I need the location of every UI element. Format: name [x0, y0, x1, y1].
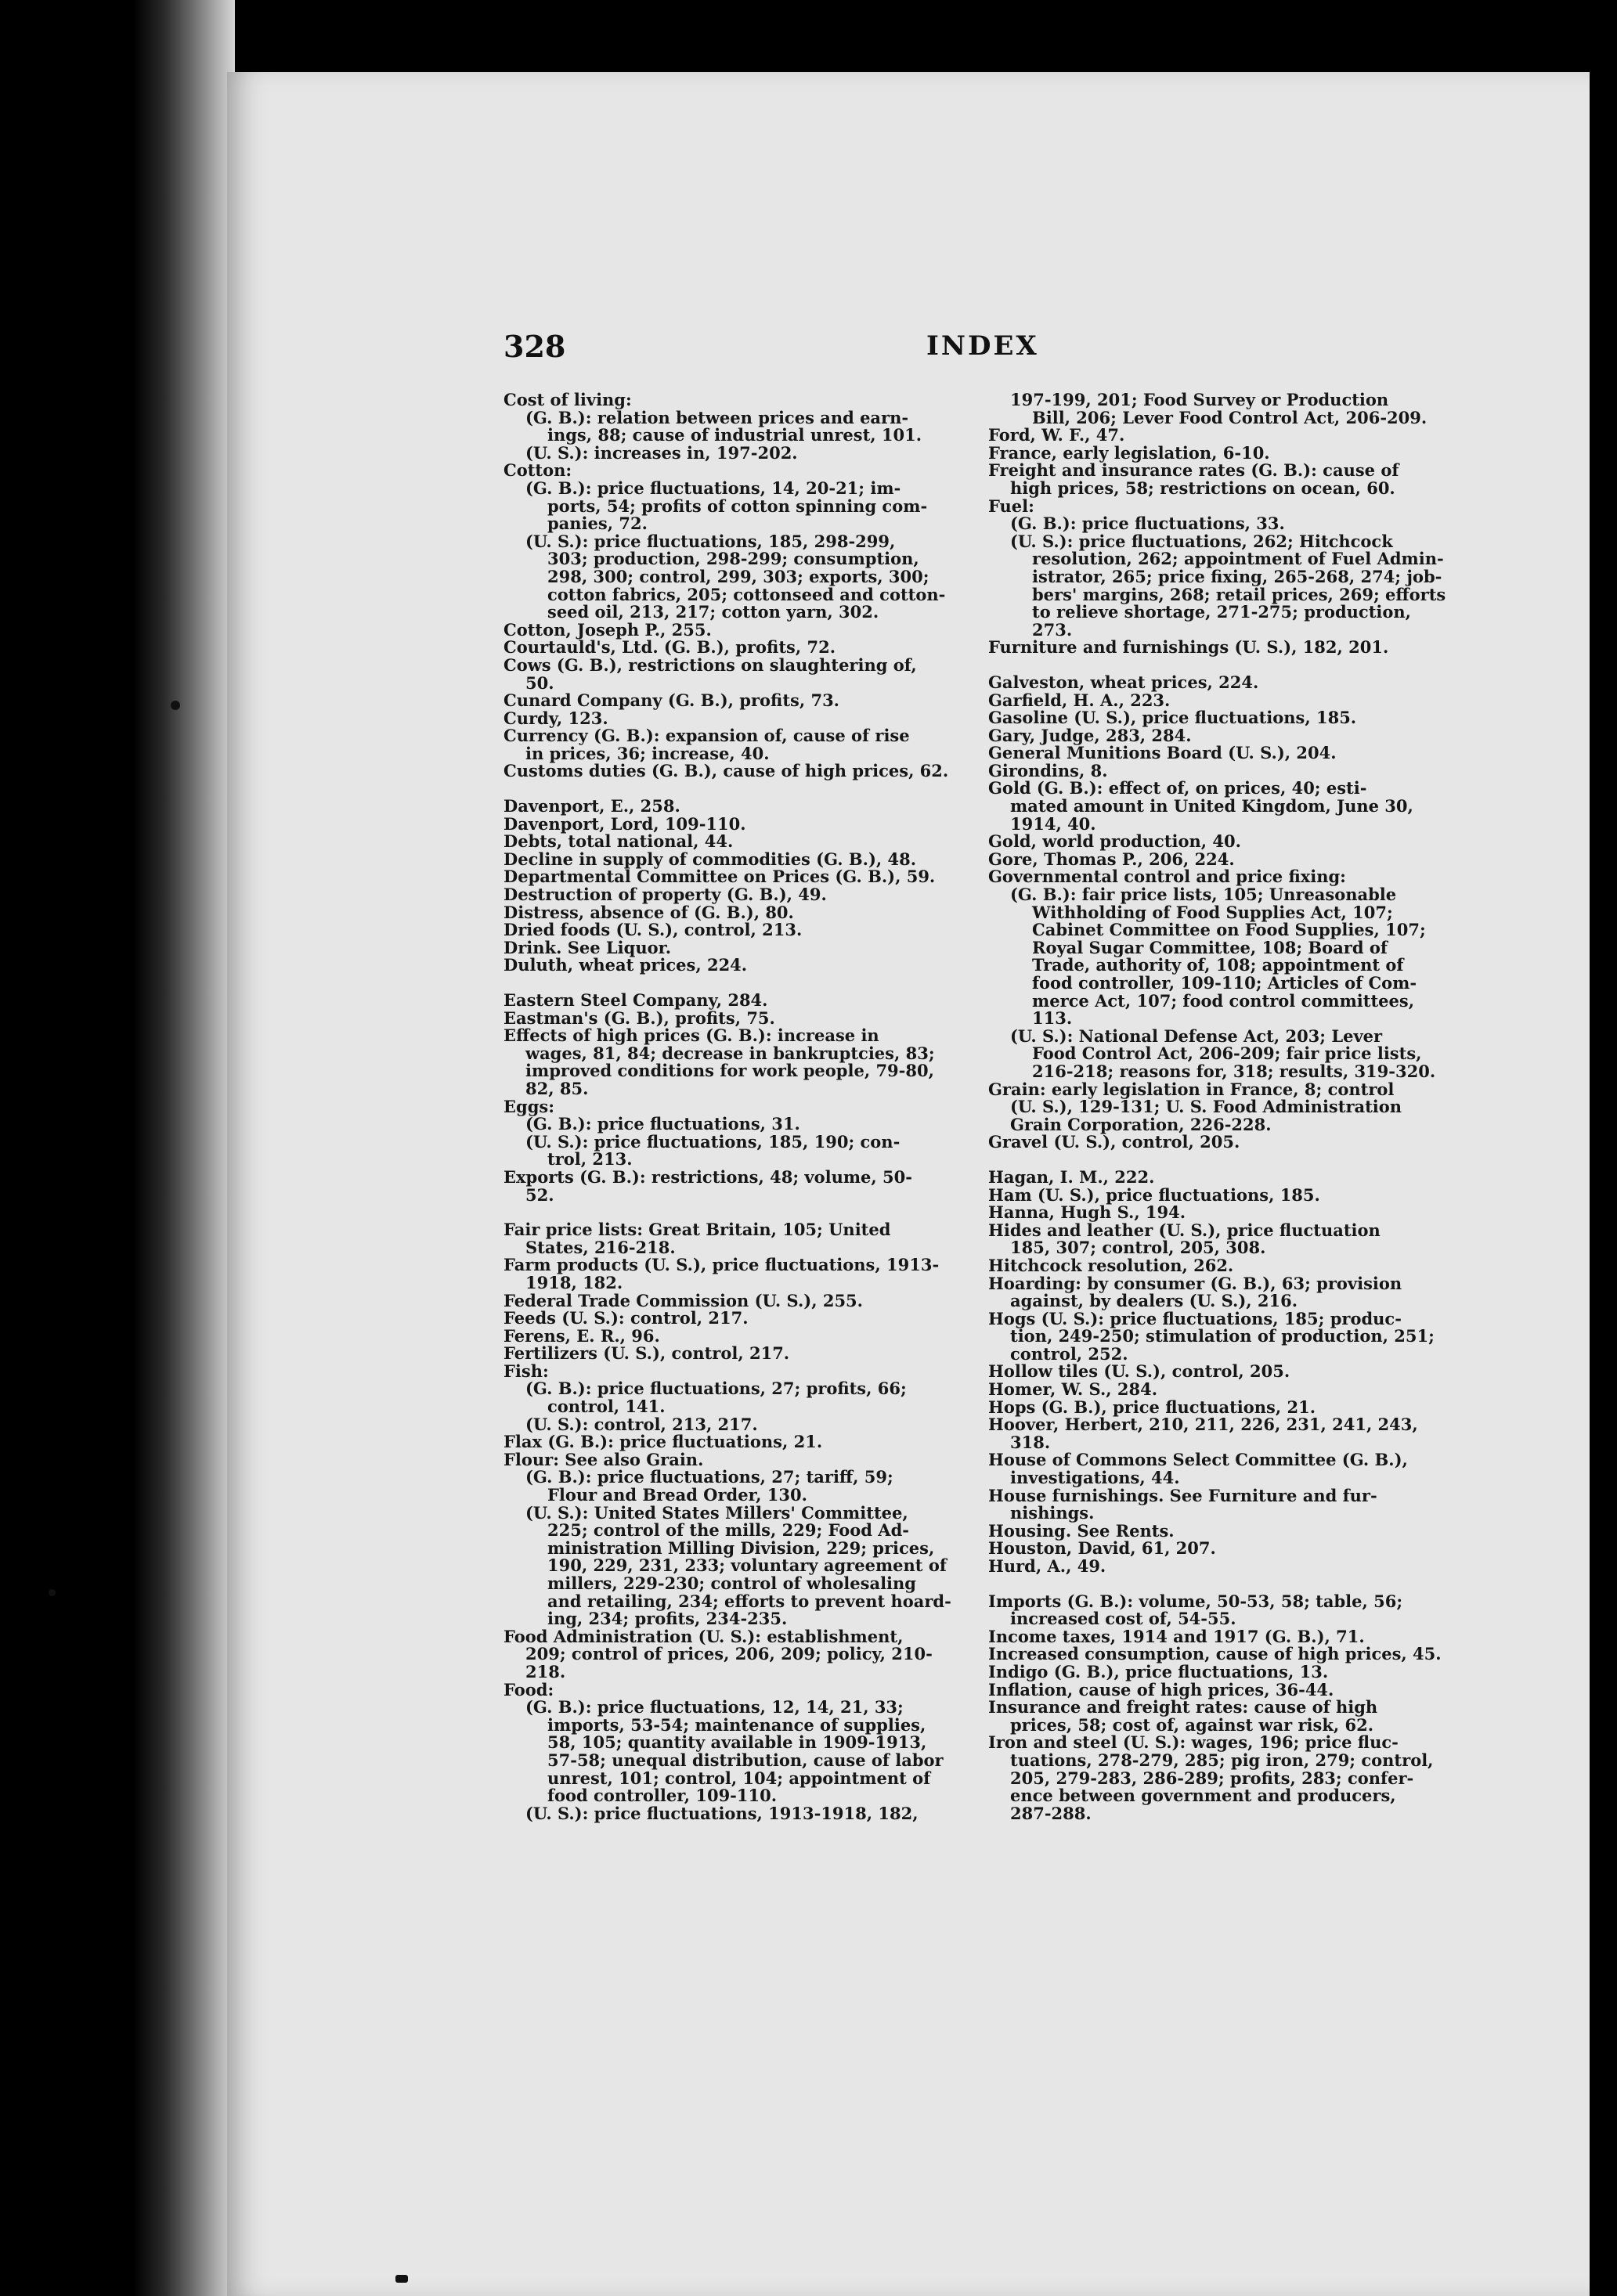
index-entry: Hops (G. B.), price fluctuations, 21.: [988, 1397, 1316, 1417]
letter-group-gap: [504, 975, 962, 992]
index-subentry: (G. B.): relation between prices and earn- ings, 88; cause of industrial unrest, 101.: [525, 407, 922, 445]
index-subentry: 197-199, 201; Food Survey or Production Bill, 206; Lever Food Control Act, 206-209.: [1010, 390, 1428, 427]
index-entry: Decline in supply of commodities (G. B.), 48.: [504, 849, 917, 869]
index-subentry: (G. B.): price fluctuations, 12, 14, 21, 33; imports, 53-54; maintenance of supplies, 58, 105; quantity available in 1909-1913, 57-58; unequal distribution, cause of labor unrest, 101; control, 104; appointment of food controller, 109-110.: [525, 1697, 944, 1806]
letter-group-gap: [504, 780, 962, 798]
index-entry: France, early legislation, 6-10.: [988, 442, 1270, 463]
index-subentry: (U. S.): price fluctuations, 185, 298-299, 303; production, 298-299; consumption, 298, 300; control, 299, 303; exports, 300; cotton fabrics, 205; cottonseed and cotton- seed oil, 213, 217; cotton yarn, 302.: [525, 531, 946, 622]
index-entry: Furniture and furnishings (U. S.), 182, 201.: [988, 637, 1389, 658]
index-entry: Fuel:: [988, 496, 1034, 516]
index-entry: Ham (U. S.), price fluctuations, 185.: [988, 1184, 1320, 1205]
index-entry: Eastman's (G. B.), profits, 75.: [504, 1007, 775, 1028]
index-entry: Garfield, H. A., 223.: [988, 690, 1171, 710]
index-entry: Gasoline (U. S.), price fluctuations, 185.: [988, 708, 1357, 728]
index-subentry: (U. S.): National Defense Act, 203; Lever Food Control Act, 206-209; fair price lists, 216-218; reasons for, 318; results, 319-320.: [1010, 1025, 1436, 1081]
index-entry: Food:: [504, 1679, 554, 1699]
index-entry: Departmental Committee on Prices (G. B.), 59.: [504, 867, 936, 887]
index-entry: Cunard Company (G. B.), profits, 73.: [504, 690, 839, 711]
index-entry: Fish:: [504, 1361, 549, 1381]
index-column-left: [504, 391, 962, 1822]
index-entry: Hanna, Hugh S., 194.: [988, 1202, 1186, 1223]
index-entry: Cotton:: [504, 460, 572, 481]
index-entry: Customs duties (G. B.), cause of high prices, 62.: [504, 761, 949, 781]
index-entry: Courtauld's, Ltd. (G. B.), profits, 72.: [504, 637, 836, 658]
index-entry: Gary, Judge, 283, 284.: [988, 725, 1192, 745]
margin-speck: [171, 701, 180, 710]
index-entry: Gold (G. B.): effect of, on prices, 40; esti- mated amount in United Kingdom, June 30, 1914, 40.: [988, 778, 1413, 834]
index-entry: Insurance and freight rates: cause of high prices, 58; cost of, against war risk, 62.: [988, 1697, 1378, 1735]
letter-group-gap: [988, 1576, 1446, 1593]
index-subentry: (G. B.): price fluctuations, 33.: [1010, 514, 1285, 534]
index-entry: Exports (G. B.): restrictions, 48; volume, 50- 52.: [504, 1166, 912, 1205]
book-binding-shadow: [0, 0, 235, 2296]
index-entry: Fertilizers (U. S.), control, 217.: [504, 1343, 790, 1364]
index-entry: Gore, Thomas P., 206, 224.: [988, 849, 1235, 869]
index-entry: Eggs:: [504, 1096, 554, 1116]
index-entry: Duluth, wheat prices, 224.: [504, 955, 748, 975]
running-head: INDEX: [926, 330, 1039, 362]
margin-speck: [49, 1589, 56, 1596]
index-entry: Hollow tiles (U. S.), control, 205.: [988, 1361, 1290, 1382]
index-entry: Hides and leather (U. S.), price fluctuation 185, 307; control, 205, 308.: [988, 1220, 1381, 1258]
index-entry: House of Commons Select Committee (G. B.), investigations, 44.: [988, 1450, 1408, 1488]
index-entry: Hitchcock resolution, 262.: [988, 1255, 1234, 1275]
index-subentry: (U. S.): price fluctuations, 262; Hitchcock resolution, 262; appointment of Fuel Admin- istrator, 265; price fixing, 265-268, 274; job- bers' margins, 268; retail prices, 269; efforts to relieve shortage, 271-275; production, 273.: [1010, 531, 1446, 640]
index-entry: Gravel (U. S.), control, 205.: [988, 1132, 1240, 1152]
index-subentry: (U. S.): price fluctuations, 185, 190; con- trol, 213.: [525, 1131, 901, 1170]
index-subentry: (G. B.): price fluctuations, 27; tariff, 59; Flour and Bread Order, 130.: [525, 1467, 893, 1505]
index-entry: Galveston, wheat prices, 224.: [988, 672, 1259, 692]
letter-group-gap: [988, 1152, 1446, 1169]
index-entry: Girondins, 8.: [988, 760, 1108, 780]
index-subentry: (U. S.): increases in, 197-202.: [525, 442, 798, 463]
index-entry: Cotton, Joseph P., 255.: [504, 619, 712, 640]
index-entry: Inflation, cause of high prices, 36-44.: [988, 1679, 1334, 1699]
index-entry: Iron and steel (U. S.): wages, 196; price fluc- tuations, 278-279, 285; pig iron, 279; control, 205, 279-283, 286-289; profits, 283; confer- ence between government and producers, 287-288.: [988, 1732, 1434, 1823]
index-entry: Farm products (U. S.), price fluctuations, 1913- 1918, 182.: [504, 1255, 940, 1292]
index-entry: Cost of living:: [504, 390, 632, 409]
index-subentry: (G. B.): price fluctuations, 31.: [525, 1114, 800, 1134]
letter-group-gap: [988, 657, 1446, 674]
index-entry: Destruction of property (G. B.), 49.: [504, 885, 827, 905]
index-entry: Hoarding: by consumer (G. B.), 63; provision against, by dealers (U. S.), 216.: [988, 1273, 1402, 1311]
margin-speck: [395, 2275, 408, 2283]
index-entry: Houston, David, 61, 207.: [988, 1538, 1216, 1559]
index-entry: Debts, total national, 44.: [504, 831, 734, 852]
index-entry: Davenport, E., 258.: [504, 796, 680, 816]
index-entry: Curdy, 123.: [504, 708, 608, 728]
index-entry: Drink. See Liquor.: [504, 937, 672, 957]
index-subentry: (U. S.): control, 213, 217.: [525, 1414, 758, 1434]
index-entry: Ford, W. F., 47.: [988, 425, 1125, 445]
page-number: 328: [504, 329, 566, 364]
index-entry: Food Administration (U. S.): establishment, 209; control of prices, 206, 209; policy, 210- 218.: [504, 1626, 933, 1681]
index-entry: General Munitions Board (U. S.), 204.: [988, 743, 1337, 763]
index-subentry: (G. B.): price fluctuations, 14, 20-21; im- ports, 54; profits of cotton spinning com- panies, 72.: [525, 478, 928, 534]
index-entry: Freight and insurance rates (G. B.): cause of high prices, 58; restrictions on ocean, 60.: [988, 460, 1399, 498]
index-entry: Hagan, I. M., 222.: [988, 1166, 1155, 1187]
index-entry: Effects of high prices (G. B.): increase in wages, 81, 84; decrease in bankruptcies, 83; improved conditions for work people, 79-80, 82, 85.: [504, 1025, 935, 1098]
index-subentry: (G. B.): price fluctuations, 27; profits, 66; control, 141.: [525, 1379, 907, 1417]
index-entry: Hurd, A., 49.: [988, 1556, 1106, 1576]
index-entry: Increased consumption, cause of high prices, 45.: [988, 1644, 1442, 1664]
index-entry: Feeds (U. S.): control, 217.: [504, 1308, 749, 1328]
index-entry: Hoover, Herbert, 210, 211, 226, 231, 241, 243, 318.: [988, 1415, 1418, 1452]
index-entry: Eastern Steel Company, 284.: [504, 990, 768, 1010]
index-entry: Grain: early legislation in France, 8; control (U. S.), 129-131; U. S. Food Administration Grain Corporation, 226-228.: [988, 1079, 1402, 1134]
index-entry: Imports (G. B.): volume, 50-53, 58; table, 56; increased cost of, 54-55.: [988, 1591, 1403, 1629]
index-subentry: (U. S.): United States Millers' Committee, 225; control of the mills, 229; Food Ad- ministration Milling Division, 229; prices, 190, 229, 231, 233; voluntary agreement of millers, 229-230; control of wholesaling and retailing, 234; efforts to prevent hoard- ing, 234; profits, 234-235.: [525, 1502, 951, 1629]
index-subentry: (G. B.): fair price lists, 105; Unreasonable Withholding of Food Supplies Act, 107; Cabinet Committee on Food Supplies, 107; Royal Sugar Committee, 108; Board of Trade, authority of, 108; appointment of food controller, 109-110; Articles of Com- merce Act, 107; food control committees, 113.: [1010, 885, 1426, 1029]
index-entry: Gold, world production, 40.: [988, 831, 1241, 852]
index-entry: Housing. See Rents.: [988, 1520, 1175, 1541]
index-column-right: [988, 391, 1446, 1822]
index-entry: Homer, W. S., 284.: [988, 1379, 1158, 1400]
index-entry: Flax (G. B.): price fluctuations, 21.: [504, 1432, 823, 1452]
index-entry: Governmental control and price fixing:: [988, 867, 1346, 887]
index-entry: Hogs (U. S.): price fluctuations, 185; produc- tion, 249-250; stimulation of production, 251; control, 252.: [988, 1308, 1435, 1364]
index-entry: Cows (G. B.), restrictions on slaughtering of, 50.: [504, 654, 917, 693]
index-entry: Davenport, Lord, 109-110.: [504, 813, 746, 834]
index-subentry: (U. S.): price fluctuations, 1913-1918, 182,: [525, 1803, 919, 1823]
index-entry: Currency (G. B.): expansion of, cause of rise in prices, 36; increase, 40.: [504, 726, 910, 763]
letter-group-gap: [504, 1204, 962, 1221]
index-entry: Income taxes, 1914 and 1917 (G. B.), 71.: [988, 1626, 1365, 1646]
index-entry: Ferens, E. R., 96.: [504, 1325, 660, 1346]
index-entry: Federal Trade Commission (U. S.), 255.: [504, 1290, 863, 1310]
page-header: [504, 329, 1435, 376]
index-entry: Dried foods (U. S.), control, 213.: [504, 920, 803, 940]
index-entry: Indigo (G. B.), price fluctuations, 13.: [988, 1661, 1329, 1681]
index-entry: Fair price lists: Great Britain, 105; United States, 216-218.: [504, 1220, 891, 1257]
index-entry: House furnishings. See Furniture and fur- nishings.: [988, 1485, 1377, 1523]
index-entry: Distress, absence of (G. B.), 80.: [504, 902, 794, 922]
index-entry: Flour: See also Grain.: [504, 1449, 704, 1469]
